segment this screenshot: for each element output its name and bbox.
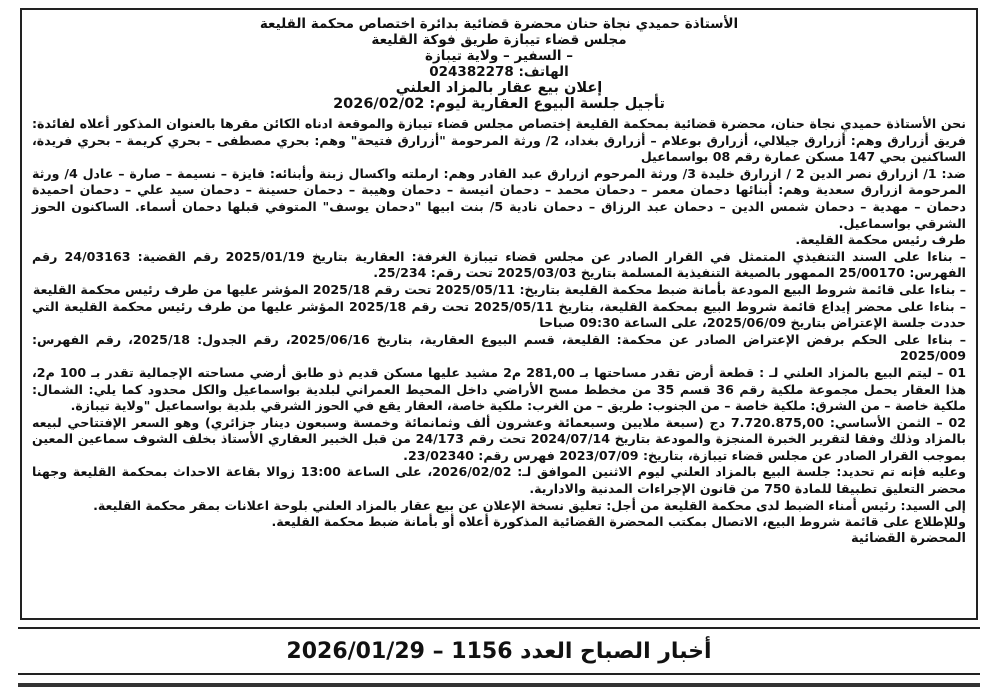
paragraph-against: ضد: 1/ ازرارق نصر الدين 2 / ازرارق خليدة 3/ ورثة المرحوم ازرارق عبد القادر وهم: ارملته واكسال زبنة وأبنائه: فايزة – نسيمة – صارة – عادل 4/ ورثة المرحومة ازرارق سعدية وهم: أبنائها دحمان معمر – دحمان محمد – دحمان انيسة – دحمان وهيبة – دحمان حسينة – دحمان سيد علي – دحمان احميدة دحمان – مهدية – دحمان شمس الدين – دحمان عبد الرزاق – دحمان نادية 5/ بنت ابيها "دحمان يوسف" المتوفي قبلها دحمان أسماء. الساكنون الحوز الشرقي بواسماعيل. bbox=[32, 165, 966, 231]
paragraph-basis-3: – بناءا على محضر إيداع قائمة شروط البيع بمحكمة القليعة، بتاريخ 2025/05/11 تحت رقم 2025/18 المؤشر عليها من طرف رئيس محكمة القليعة التي حددت جلسة الإعتراض بتاريخ 2025/06/09، على الساعة 09:30 صباحا bbox=[32, 298, 967, 331]
paragraph-property: 01 – ليتم البيع بالمزاد العلني لـ : قطعة أرض تقدر مساحتها بـ 281,00 م2 مشيد عليها مسكن قديم ذو طابق أرضي مساحته الإجمالية تقدر بـ 100 م2، هذا العقار يحمل مجموعة ملكية رقم 36 قسم 35 من مخطط مسح الأراضي داخل المحيط العمراني لبلدية بواسماعيل والكل محدود كما يلي: الشمال: ملكية خاصة – من الشرق: ملكية خاصة – من الجنوب: طريق – من الغرب: ملكية خاصة، العقار يقع في الحوز الشرقي بلدية بواسماعيل "ولاية تيبازة. bbox=[32, 364, 966, 414]
header-phone: الهاتف: 024382278 bbox=[429, 64, 569, 80]
signature: المحضرة القضائية bbox=[851, 530, 966, 546]
newspaper-footer bbox=[18, 627, 980, 675]
paragraph-price: 02 – الثمن الأساسي: 7.720.875,00 دج (سبعة ملايين وسبعمائة وعشرون ألف وثمانمائة وخمسة وسبعون دينار جزائري) وهو السعر الإفتتاحي لبيعه بالمزاد وذلك وفقا لتقرير الخبرة المنجزة والمودعة بتاريخ 2024/07/14 تحت رقم 24/173 من قبل الخبير العقاري الأستاذ بخلف الشوف سماعين المعين بموجب القرار الصادر عن مجلس قضاء تيبازة، بتاريخ: 2023/07/09 فهرس رقم: 23/02340. bbox=[32, 414, 966, 463]
paragraph-basis-1: – بناءا على السند التنفيذي المتمثل في القرار الصادر عن مجلس قضاء تيبازة الغرفة: العقارية بتاريخ 2025/01/19 رقم القضية: 24/03163 رقم الفهرس: 25/00170 الممهور بالصيغة التنفيذية المسلمة بتاريخ 2025/03/03 تحت رقم: 25/234. bbox=[32, 248, 967, 281]
header-line-1: الأستاذة حميدي نجاة حنان محضرة قضائية بدائرة اختصاص محكمة القليعة bbox=[259, 16, 739, 32]
paragraph-court: طرف رئيس محكمة القليعة. bbox=[795, 232, 966, 248]
paragraph-basis-4: – بناءا على الحكم برفض الإعتراض الصادر عن محكمة: القليعة، قسم البيوع العقارية، بتاريخ 2025/06/16، رقم الجدول: 2025/18، رقم الفهرس: 2025/009 bbox=[32, 331, 967, 364]
legal-notice-box bbox=[20, 8, 978, 620]
paragraph-basis-2: – بناءا على قائمة شروط البيع المودعة بأمانة ضبط محكمة القليعة بتاريخ: 2025/05/11 تحت رقم 2025/18 المؤشر عليها من طرف رئيس محكمة القليعة bbox=[32, 281, 966, 297]
paragraph-session: وعليه فإنه تم تحديد: جلسة البيع بالمزاد العلني ليوم الاثنين الموافق لـ: 2026/02/02، على الساعة 13:00 زوالا بقاعة الاحداث بمحكمة القليعة وجهنا محضر التعليق تطبيقا للمادة 750 من قانون الإجراءات المدنية والادارية. bbox=[32, 464, 966, 497]
paragraph-parties: نحن الأستاذة حميدي نجاة حنان، محضرة قضائية بمحكمة القليعة إختصاص مجلس قضاء تيبازة والموقعة ادناه الكائن مقرها بالعنوان المذكور أعلاه لفائدة: فريق أزرارق وهم: أزرارق جيلالي، أزرارق بوعلام – أزرارق بغداد، 2/ ورثة المرحومة "أزرارق فتيحة" وهم: بحري مصطفى – بحري كريمة – بحري فريدة، الساكنين بحي 147 مسكن عمارة رقم 08 بواسماعيل bbox=[32, 116, 966, 165]
notice-subtitle: تأجيل جلسة البيوع العقارية ليوم: 2026/02/02 bbox=[333, 96, 665, 112]
paragraph-recipient: إلى السيد: رئيس أمناء الضبط لدى محكمة القليعة من أجل: تعليق نسخة الإعلان عن بيع عقار بالمزاد العلني بلوحة اعلانات بمقر محكمة القليعة. bbox=[93, 497, 966, 513]
footer-issue-text: أخبار الصباح العدد 1156 – 2026/01/29 bbox=[286, 638, 712, 664]
notice-body bbox=[32, 116, 966, 547]
paragraph-info: وللإطلاع على قائمة شروط البيع، الاتصال بمكتب المحضرة القضائية المذكورة أعلاه أو بأمانة ضبط محكمة القليعة. bbox=[271, 514, 966, 530]
bottom-rule bbox=[18, 683, 980, 687]
header-line-3: – السفير – ولاية تيبازة bbox=[425, 48, 573, 64]
header-line-2: مجلس قضاء تيبازة طريق فوكة القليعة bbox=[371, 32, 627, 48]
notice-title: إعلان بيع عقار بالمزاد العلني bbox=[395, 80, 603, 96]
